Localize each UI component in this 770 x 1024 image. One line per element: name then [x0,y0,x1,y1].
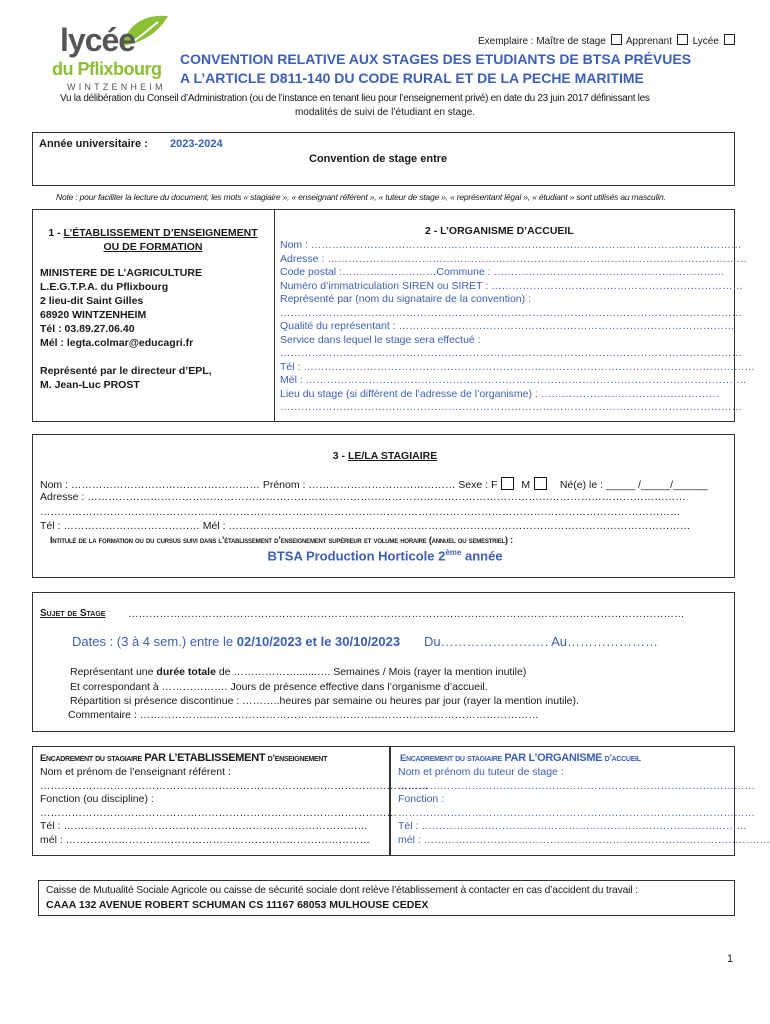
parties-divider [274,209,275,422]
org-field[interactable]: Tél : ………………………………………………………………………………………………………………… [280,360,755,373]
exemplaire-line: Exemplaire : Maître de stage Apprenant Lycée [478,34,737,49]
note: Note : pour faciliter la lecture du document, les mots « stagiaire », « enseignant référent », « tuteur de stage », « représentant légal », « étudiant » sont utilisés au masculin. [56,192,666,202]
year-box [32,132,735,186]
checkbox-sexe-m[interactable] [534,477,547,490]
sujet-commentaire[interactable]: Commentaire : …………………………………………………………………………………………………… [68,709,539,721]
etab-address: MINISTERE DE L’AGRICULTURE L.E.G.T.P.A. du Pflixbourg 2 lieu-dit Saint Gilles 68920 WINTZENHEIM Tél : 03.89.27.06.40 Mél : legta.colmar@educagri.fr Représenté par le directeur d’EPL, M. Jean-Luc PROST [40,267,212,391]
year-value: 2023-2024 [170,138,223,150]
stagiaire-prenom[interactable]: Prénom : …………………………………… [262,479,456,491]
logo [50,12,180,102]
title-line-2: A L’ARTICLE D811-140 DU CODE RURAL ET DE LA PECHE MARITIME [180,70,644,86]
stagiaire-title: 3 - LE/LA STAGIAIRE [332,450,438,462]
caisse-line-2: CAAA 132 AVENUE ROBERT SCHUMAN CS 11167 68053 MULHOUSE CEDEX [46,899,429,911]
intitule-formation: Intitulé de la formation ou du cursus suivi dans l’établissement d’enseignement supérieur et volume horaire (annuel ou semestriel) : [50,535,513,545]
org-tutor-field[interactable]: ………………………………………………………………………………………… [398,806,755,819]
stagiaire-naissance[interactable]: Né(e) le : _____ /_____/______ [559,479,709,491]
logo-word-lycee: lycée [60,22,136,58]
org-field[interactable]: Qualité du représentant : …………………………………………………………………………………… [280,320,735,332]
org-field[interactable]: Mél : ……………………………………………………………………………………………………………… [280,374,747,386]
org-field[interactable]: Nom : …………………………………………………………………………………………………………… [280,239,742,251]
stagiaire-adresse-suite[interactable]: ………………………………………………………………………………………………………………………………………………………………… [40,506,681,518]
stagiaire-nom[interactable]: Nom : ……………………………………………… [40,479,260,491]
logo-word-wintzenheim: WINTZENHEIM [67,82,166,92]
org-tutor-field: Fonction : [398,793,445,805]
checkbox-sexe-f[interactable] [501,477,514,490]
title-line-1: CONVENTION RELATIVE AUX STAGES DES ETUDIANTS DE BTSA PRÉVUES [180,51,692,67]
sujet-field[interactable]: …………………………………………………………………………………………………………………………………………… [128,608,685,620]
encadrement-org-fields [398,766,770,847]
etab-field[interactable]: ………………………………………………………………………………………………… [40,779,429,792]
logo-word-pflixbourg: du Pflixbourg [52,59,162,79]
org-tutor-field: Nom et prénom du tuteur de stage : [398,766,564,778]
org-field[interactable]: …………………………………………………………………………………………………………………… [280,347,742,359]
etab-title: 1 - L’ÉTABLISSEMENT D’ENSEIGNEMENT OU DE FORMATION [48,227,258,253]
stagiaire-contact[interactable]: Tél : ………………………………… Mél : …………………………………………………………………………………………………………………… [40,520,691,532]
org-tutor-field[interactable]: ………………………………………………………………………………………… [398,779,755,792]
etab-field[interactable]: Tél : …………………………………………………………………………… [40,820,368,832]
stagiaire-identity: Nom : ……………………………………………… Prénom : …………………………………… Sexe : F M Né(e) le : _____ /_____/______ [40,479,709,491]
encadrement-etab-title: Encadrement du stagiaire PAR L’ETABLISSEMENT d’enseignement [40,752,328,764]
subtitle-line-2: modalités de suivi de l’étudiant en stage. [294,107,476,118]
org-field[interactable]: Numéro d’immatriculation SIREN ou SIRET : ……………………………………………………………… [280,279,744,292]
formation-name: BTSA Production Horticole 2ème année [267,548,503,564]
sujet-label: Sujet de Stage [40,608,106,619]
encadrement-org-title: Encadrement du stagiaire PAR L’ORGANISME d’accueil [400,752,641,764]
checkbox-lycee[interactable] [724,34,735,45]
page-number: 1 [727,953,734,965]
sujet-repartition[interactable]: Répartition si présence discontinue : ………..heures par semaine ou heures par jour (rayer la mention inutile). [70,695,579,707]
org-field[interactable]: …………………………………………………………………………………………………………………… [280,306,742,319]
subtitle-line-1: Vu la délibération du Conseil d’Administration (ou de l’instance en tenant lieu pour l’enseignement privé) en date du 23 juin 2017 définissant les [60,93,650,104]
org-fields [280,239,755,415]
checkbox-apprenant[interactable] [677,34,688,45]
org-title: 2 - L’ORGANISME D’ACCUEIL [425,225,574,237]
encadrement-etab-fields [40,766,429,847]
convention-heading: Convention de stage entre [309,153,448,165]
sujet-duree: Représentant une durée totale de ……………….......…. Semaines / Mois (rayer la mention inutile) [70,666,527,678]
caisse-line-1: Caisse de Mutualité Sociale Agricole ou caisse de sécurité sociale dont relève l’établissement à contacter en cas d’accident du travail : [46,885,638,896]
etab-field: Fonction (ou discipline) : [40,793,154,805]
sujet-jours[interactable]: Et correspondant à ………………. Jours de présence effective dans l’organisme d’accueil. [70,681,488,693]
org-field[interactable]: Représenté par (nom du signataire de la convention) : [280,293,531,305]
sujet-dates: Dates : (3 à 4 sem.) entre le 02/10/2023 et le 30/10/2023 [72,634,401,649]
org-field[interactable]: Code postal :………………………Commune : ………………………………………………………… [280,266,725,278]
org-field[interactable]: …………………………………………………………………………………………………………………… [280,401,742,413]
etab-field[interactable]: mél : …………………………………………………………………………… [40,833,371,846]
org-tutor-field[interactable]: mél : ……………………………………………………………………………………… [398,833,770,846]
org-field[interactable]: Adresse : ………………………………………………………………………………………………………… [280,252,748,265]
checkbox-maitre[interactable] [611,34,622,45]
etab-field: Nom et prénom de l’enseignant référent : [40,766,231,778]
year-label: Année universitaire : [39,138,148,150]
org-field[interactable]: Service dans lequel le stage sera effectué : [280,333,481,346]
etab-field[interactable]: ………………………………………………………………………………………… [40,806,397,819]
stagiaire-adresse[interactable]: Adresse : ……………………………………………………………………………………………………………………………………………………… [40,491,686,503]
sujet-du-au[interactable]: Du……………………. Au………………… [424,634,659,649]
org-field[interactable]: Lieu du stage (si différent de l’adresse de l’organisme) : …………………………………………… [280,387,720,400]
org-tutor-field[interactable]: Tél : ………………………………………………………………………………… [398,820,747,832]
